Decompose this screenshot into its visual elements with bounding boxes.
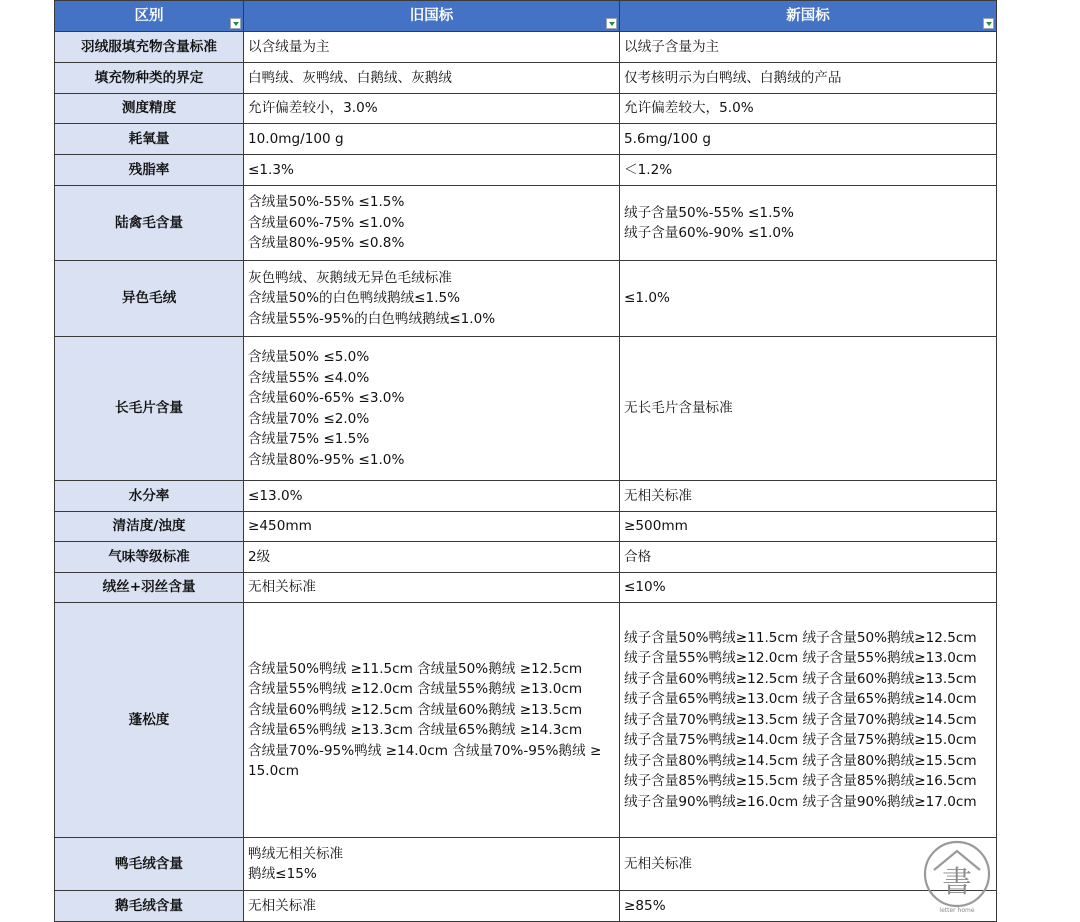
table-row [55,512,997,542]
old-standard-cell[interactable]: 以含绒量为主 [244,32,620,63]
table-row [55,124,997,155]
comparison-sheet [54,0,996,922]
row-key[interactable]: 测度精度 [55,94,244,124]
row-key[interactable]: 蓬松度 [55,603,244,838]
row-key[interactable]: 鸭毛绒含量 [55,838,244,891]
new-standard-cell[interactable]: ≥85% [620,891,997,922]
new-standard-cell[interactable]: ≤1.0% [620,261,997,337]
row-key[interactable]: 长毛片含量 [55,337,244,481]
old-standard-cell[interactable]: 鸭绒无相关标准 鹅绒≤15% [244,838,620,891]
row-key[interactable]: 绒丝+羽丝含量 [55,573,244,603]
old-standard-cell[interactable]: 含绒量50%-55% ≤1.5% 含绒量60%-75% ≤1.0% 含绒量80%-95% ≤0.8% [244,186,620,261]
table-row [55,573,997,603]
header-difference[interactable] [55,1,244,32]
table-row [55,155,997,186]
header-label: 区别 [134,7,164,24]
new-standard-cell[interactable]: 绒子含量50%-55% ≤1.5% 绒子含量60%-90% ≤1.0% [620,186,997,261]
old-standard-cell[interactable]: ≤1.3% [244,155,620,186]
watermark-logo-icon [918,836,996,918]
row-key[interactable]: 气味等级标准 [55,542,244,573]
row-key[interactable]: 陆禽毛含量 [55,186,244,261]
header-label: 新国标 [786,7,830,24]
table-row [55,337,997,481]
header-new-standard[interactable] [620,1,997,32]
old-standard-cell[interactable]: 含绒量50%鸭绒 ≥11.5cm 含绒量50%鹅绒 ≥12.5cm 含绒量55%鸭绒 ≥12.0cm 含绒量55%鹅绒 ≥13.0cm 含绒量60%鸭绒 ≥12.5cm 含绒量60%鹅绒 ≥13.5cm 含绒量65%鸭绒 ≥13.3cm 含绒量65%鹅绒 ≥14.3cm 含绒量70%-95%鸭绒 ≥14.0cm 含绒量70%-95%鹅绒 ≥ 15.0cm [244,603,620,838]
table-row [55,63,997,94]
new-standard-cell[interactable]: 以绒子含量为主 [620,32,997,63]
watermark-glyph: 書 [942,865,972,900]
old-standard-cell[interactable]: ≤13.0% [244,481,620,512]
filter-dropdown-icon[interactable] [606,18,617,29]
row-key[interactable]: 清洁度/浊度 [55,512,244,542]
header-label: 旧国标 [409,7,454,24]
old-standard-cell[interactable]: 白鸭绒、灰鸭绒、白鹅绒、灰鹅绒 [244,63,620,94]
new-standard-cell[interactable]: 无长毛片含量标准 [620,337,997,481]
header-old-standard[interactable] [244,1,620,32]
table-row [55,32,997,63]
filter-dropdown-icon[interactable] [230,18,241,29]
row-key[interactable]: 耗氧量 [55,124,244,155]
table-row [55,838,997,891]
new-standard-cell[interactable]: 无相关标准 [620,838,997,891]
header-row [55,1,997,32]
new-standard-cell[interactable]: 绒子含量50%鸭绒≥11.5cm 绒子含量50%鹅绒≥12.5cm 绒子含量55%鸭绒≥12.0cm 绒子含量55%鹅绒≥13.0cm 绒子含量60%鸭绒≥12.5cm 绒子含量60%鹅绒≥13.5cm 绒子含量65%鸭绒≥13.0cm 绒子含量65%鹅绒≥14.0cm 绒子含量70%鸭绒≥13.5cm 绒子含量70%鹅绒≥14.5cm 绒子含量75%鸭绒≥14.0cm 绒子含量75%鹅绒≥15.0cm 绒子含量80%鸭绒≥14.5cm 绒子含量80%鹅绒≥15.5cm 绒子含量85%鸭绒≥15.5cm 绒子含量85%鹅绒≥16.5cm 绒子含量90%鸭绒≥16.0cm 绒子含量90%鹅绒≥17.0cm [620,603,997,838]
new-standard-cell[interactable]: 允许偏差较大，5.0% [620,94,997,124]
table-row [55,603,997,838]
table-row [55,261,997,337]
filter-dropdown-icon[interactable] [983,18,994,29]
new-standard-cell[interactable]: ≤10% [620,573,997,603]
new-standard-cell[interactable]: ＜1.2% [620,155,997,186]
old-standard-cell[interactable]: 无相关标准 [244,573,620,603]
old-standard-cell[interactable]: 2级 [244,542,620,573]
row-key[interactable]: 异色毛绒 [55,261,244,337]
new-standard-cell[interactable]: 5.6mg/100 g [620,124,997,155]
table-row [55,542,997,573]
table-row [55,186,997,261]
old-standard-cell[interactable]: 无相关标准 [244,891,620,922]
row-key[interactable]: 羽绒服填充物含量标准 [55,32,244,63]
old-standard-cell[interactable]: 10.0mg/100 g [244,124,620,155]
new-standard-cell[interactable]: 无相关标准 [620,481,997,512]
new-standard-cell[interactable]: ≥500mm [620,512,997,542]
table-row [55,891,997,922]
table-row [55,94,997,124]
row-key[interactable]: 残脂率 [55,155,244,186]
old-standard-cell[interactable]: 含绒量50% ≤5.0% 含绒量55% ≤4.0% 含绒量60%-65% ≤3.0% 含绒量70% ≤2.0% 含绒量75% ≤1.5% 含绒量80%-95% ≤1.0% [244,337,620,481]
watermark-caption: letter home [939,907,975,914]
row-key[interactable]: 水分率 [55,481,244,512]
table-row [55,481,997,512]
old-standard-cell[interactable]: 允许偏差较小，3.0% [244,94,620,124]
new-standard-cell[interactable]: 合格 [620,542,997,573]
row-key[interactable]: 填充物种类的界定 [55,63,244,94]
new-standard-cell[interactable]: 仅考核明示为白鸭绒、白鹅绒的产品 [620,63,997,94]
old-standard-cell[interactable]: ≥450mm [244,512,620,542]
comparison-table [54,0,997,922]
row-key[interactable]: 鹅毛绒含量 [55,891,244,922]
old-standard-cell[interactable]: 灰色鸭绒、灰鹅绒无异色毛绒标准 含绒量50%的白色鸭绒鹅绒≤1.5% 含绒量55%-95%的白色鸭绒鹅绒≤1.0% [244,261,620,337]
